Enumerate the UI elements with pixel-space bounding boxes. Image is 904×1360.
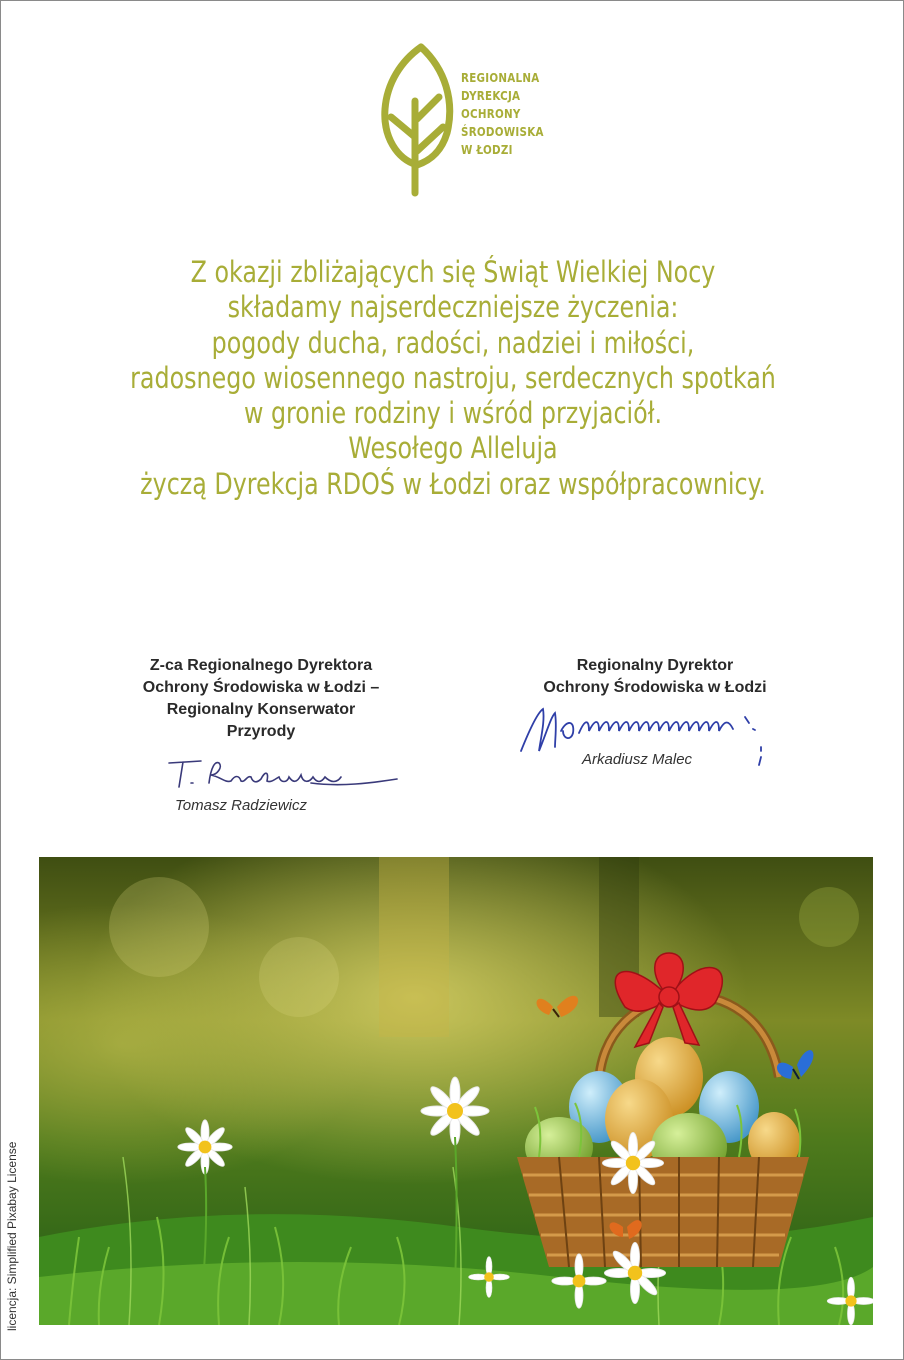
signature-title-line: Ochrony Środowiska w Łodzi [543, 679, 767, 696]
greeting-line: Wesołego Alleluja [348, 431, 558, 466]
signer-name-right: Arkadiusz Malec [582, 751, 693, 768]
logo-line: REGIONALNA [461, 71, 540, 85]
signature-title-line: Z-ca Regionalnego Dyrektora [149, 657, 373, 674]
logo-wordmark [461, 69, 544, 159]
logo-line: OCHRONY [461, 107, 521, 121]
license-note: licencja: Simplified Pixabay License [5, 1141, 19, 1331]
logo-line: W ŁODZI [461, 143, 513, 157]
easter-basket-photo [39, 857, 873, 1325]
greeting-line: Z okazji zbliżających się Świąt Wielkiej Nocy [190, 255, 716, 289]
greeting-line: życzą Dyrekcja RDOŚ w Łodzi oraz współpracownicy. [140, 466, 766, 501]
signer-name-left: Tomasz Radziewicz [175, 797, 307, 814]
signature-title-right [495, 655, 815, 699]
greeting-line: radosnego wiosennego nastroju, serdecznych spotkań [130, 360, 776, 395]
greeting-line: w gronie rodziny i wśród przyjaciół. [243, 396, 663, 431]
logo-line: DYREKCJA [461, 89, 521, 103]
rdos-logo [381, 41, 561, 201]
logo-line: ŚRODOWISKA [461, 125, 544, 139]
greeting-line: pogody ducha, radości, nadziei i miłości, [211, 325, 695, 360]
easter-meadow-illustration [39, 857, 873, 1325]
greeting-text [1, 255, 904, 502]
signature-title-line: Ochrony Środowiska w Łodzi – [142, 679, 380, 696]
signature-title-line: Regionalny Konserwator [166, 701, 356, 718]
leaf-logo-icon [381, 41, 461, 201]
signature-title-line: Regionalny Dyrektor [576, 657, 734, 674]
greeting-line: składamy najserdeczniejsze życzenia: [227, 290, 679, 325]
handwritten-signature-left [161, 753, 401, 793]
signature-title-line: Przyrody [226, 723, 296, 740]
signature-title-left [101, 655, 421, 743]
